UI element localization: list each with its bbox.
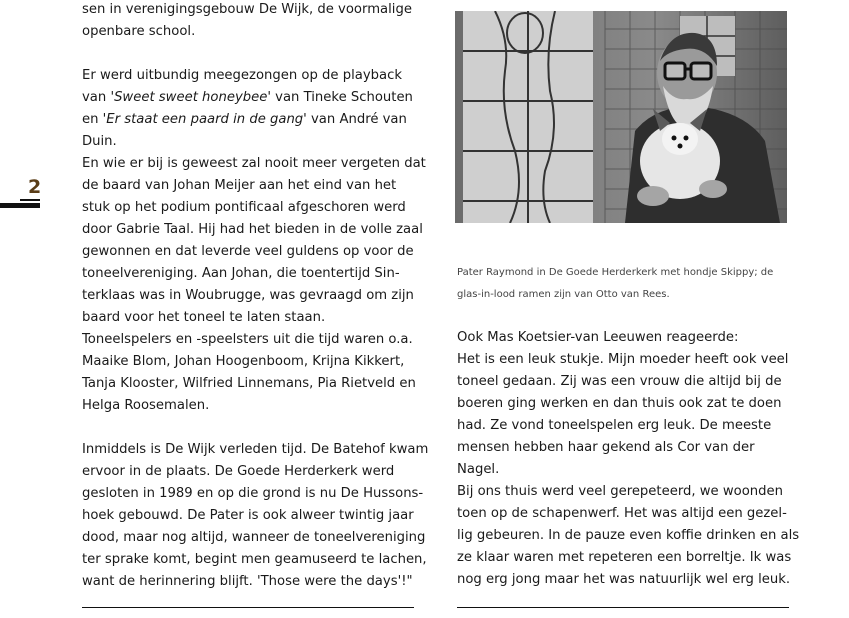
text-segment: gesloten in 1989 en op die grond is nu De Hussons- — [82, 486, 424, 501]
text-segment: Duin. — [82, 134, 117, 149]
article-line — [82, 241, 422, 263]
text-segment: toneelvereniging. Aan Johan, die toentertijd Sin- — [82, 266, 400, 281]
article-line — [82, 351, 422, 373]
article-line — [82, 219, 422, 241]
text-segment: van André van — [306, 112, 407, 127]
article-line: had. Ze vond toneelspelen erg leuk. De meeste — [457, 418, 772, 433]
text-segment: Inmiddels is De Wijk verleden tijd. De Batehof kwam — [82, 442, 429, 457]
right-article-column — [457, 327, 800, 591]
left-article-column — [82, 0, 429, 593]
article-line — [82, 197, 422, 219]
page-number: 2 — [28, 176, 42, 198]
text-segment: dood, maar nog altijd, wanneer de toneelvereniging — [82, 530, 426, 545]
article-line — [82, 373, 422, 395]
text-segment: baard voor het toneel te laten staan. — [82, 310, 326, 325]
text-segment: sen in verenigingsgebouw De Wijk, de voormalige — [82, 2, 412, 17]
text-segment: stuk op het podium pontificaal afgeschoren werd — [82, 200, 406, 215]
song-title: 'Sweet sweet honeybee' — [110, 90, 271, 105]
article-line: toen op de schapenwerf. Het was altijd een gezel- — [457, 506, 787, 521]
text-segment: Tanja Klooster, Wilfried Linnemans, Pia Rietveld en — [82, 376, 416, 391]
article-line — [82, 329, 422, 351]
paragraph-gap — [82, 43, 422, 65]
text-segment: van Tineke Schouten — [270, 90, 413, 105]
photo-of-priest-with-dog-icon — [455, 11, 787, 223]
article-line: nog erg jong maar het was natuurlijk wel erg leuk. — [457, 572, 791, 587]
text-segment: openbare school. — [82, 24, 196, 39]
text-segment: Maaike Blom, Johan Hoogenboom, Krijna Kikkert, — [82, 354, 405, 369]
article-line: toneel gedaan. Zij was een vrouw die altijd bij de — [457, 374, 782, 389]
text-segment: door Gabrie Taal. Hij had het bieden in de volle zaal — [82, 222, 423, 237]
text-segment: want de herinnering blijft. 'Those were the days'!" — [82, 574, 413, 589]
article-line — [82, 395, 422, 417]
article-line: Nagel. — [457, 462, 500, 477]
text-segment: Er werd uitbundig meegezongen op de playback — [82, 68, 402, 83]
article-line — [82, 285, 422, 307]
article-line: boeren ging werken en dan thuis ook zat te doen — [457, 396, 782, 411]
article-line — [82, 109, 422, 131]
article-line: Ook Mas Koetsier-van Leeuwen reageerde: — [457, 330, 739, 345]
article-line: mensen hebben haar gekend als Cor van der — [457, 440, 755, 455]
article-line — [82, 527, 426, 549]
article-photo — [455, 11, 787, 223]
article-line: lig gebeuren. In de pauze even koffie drinken en als — [457, 528, 800, 543]
text-segment: En wie er bij is geweest zal nooit meer vergeten dat — [82, 156, 426, 171]
page-number-rule — [0, 203, 40, 208]
paragraph-gap — [82, 417, 422, 439]
article-line: Bij ons thuis werd veel gerepeteerd, we woonden — [457, 484, 783, 499]
article-line: Het is een leuk stukje. Mijn moeder heeft ook veel — [457, 352, 789, 367]
article-line — [82, 461, 422, 483]
text-segment: en — [82, 112, 103, 127]
text-segment: Toneelspelers en -speelsters uit die tijd waren o.a. — [82, 332, 413, 347]
article-line — [82, 87, 422, 109]
text-segment: van — [82, 90, 111, 105]
article-line — [82, 131, 422, 153]
article-line — [82, 263, 422, 285]
left-column-bottom-rule — [82, 607, 414, 608]
article-line — [82, 439, 429, 461]
caption-line: glas-in-lood ramen zijn van Otto van Rees. — [457, 289, 670, 300]
article-line — [82, 307, 422, 329]
caption-line: Pater Raymond in De Goede Herderkerk met hondje Skippy; de — [457, 267, 774, 278]
right-column-bottom-rule — [457, 607, 789, 608]
article-line — [82, 549, 427, 571]
song-title: 'Er staat een paard in de gang' — [102, 112, 307, 127]
text-segment: ter sprake komt, begint men geamuseerd te lachen, — [82, 552, 427, 567]
photo-caption — [457, 262, 797, 306]
article-line — [82, 505, 422, 527]
article-line — [82, 571, 422, 593]
text-segment: terklaas was in Woubrugge, was gevraagd om zijn — [82, 288, 414, 303]
text-segment: de baard van Johan Meijer aan het eind van het — [82, 178, 397, 193]
article-line — [82, 65, 422, 87]
article-line — [82, 483, 422, 505]
text-segment: ervoor in de plaats. De Goede Herderkerk werd — [82, 464, 395, 479]
text-segment: hoek gebouwd. De Pater is ook alweer twintig jaar — [82, 508, 414, 523]
text-segment: gewonnen en dat leverde veel guldens op voor de — [82, 244, 414, 259]
article-line: ze klaar waren met repeteren een borreltje. Ik was — [457, 550, 792, 565]
article-line — [82, 0, 422, 21]
article-line — [82, 153, 426, 175]
article-line — [82, 21, 422, 43]
article-line — [82, 175, 422, 197]
text-segment: Helga Roosemalen. — [82, 398, 210, 413]
